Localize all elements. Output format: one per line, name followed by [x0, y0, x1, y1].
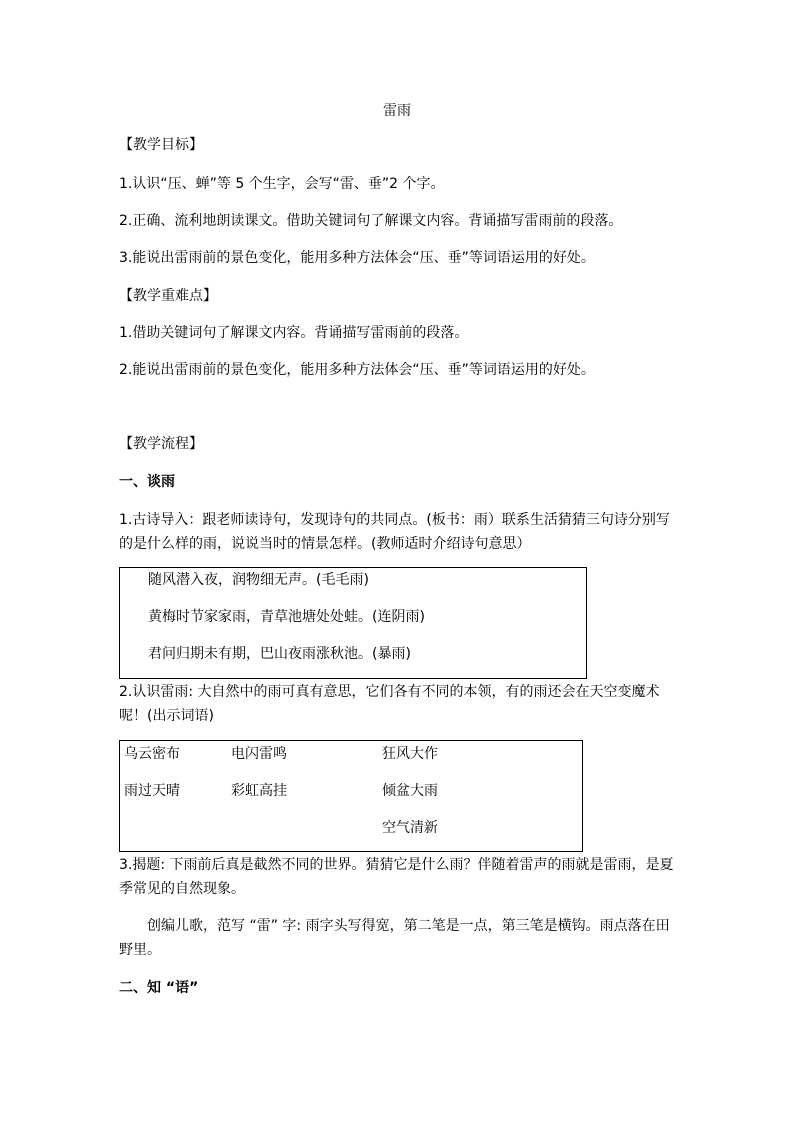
- poem-line-1: 随风潜入夜，润物细无声。(毛毛雨): [148, 572, 369, 588]
- key-point-1: 1.借助关键词句了解课文内容。背诵描写雷雨前的段落。: [119, 325, 469, 341]
- goals-heading: 【教学目标】: [119, 137, 203, 153]
- flow-heading: 【教学流程】: [119, 436, 203, 452]
- goal-1: 1.认识“压、蝉”等 5 个生字，会写“雷、垂”2 个字。: [119, 176, 445, 192]
- poem-line-3: 君问归期未有期，巴山夜雨涨秋池。(暴雨): [148, 646, 411, 662]
- part2-heading: 二、知 “语”: [119, 980, 199, 996]
- words-box: [119, 740, 583, 852]
- poem-line-2: 黄梅时节家家雨，青草池塘处处蛙。(连阴雨): [148, 609, 425, 625]
- key-points-heading: 【教学重难点】: [119, 288, 217, 304]
- word-cell: 空气清新: [382, 820, 438, 836]
- step2-paragraph: 2.认识雷雨: 大自然中的雨可真有意思，它们各有不同的本领，有的雨还会在天空变魔术呢！(出示词语): [119, 684, 660, 724]
- rhyme-paragraph: 创编儿歌，范写 “雷” 字: 雨字头写得宽，第二笔是一点，第三笔是横钩。雨点落在田野里。: [119, 918, 670, 958]
- document-title: 雷雨: [383, 103, 411, 119]
- word-cell: 彩虹高挂: [231, 783, 287, 799]
- word-cell: 乌云密布: [124, 746, 180, 762]
- step1-paragraph: 1.古诗导入：跟老师读诗句，发现诗句的共同点。(板书：雨）联系生活猜猜三句诗分别写的是什么样的雨，说说当时的情景怎样。(教师适时介绍诗句意思）: [119, 512, 670, 552]
- part1-heading: 一、谈雨: [119, 474, 175, 490]
- goal-3: 3.能说出雷雨前的景色变化，能用多种方法体会“压、垂”等词语运用的好处。: [119, 250, 595, 266]
- step3-paragraph: 3.揭题: 下雨前后真是截然不同的世界。猜猜它是什么雨？伴随着雷声的雨就是雷雨，是夏季常见的自然现象。: [119, 857, 674, 897]
- poems-box: [119, 567, 587, 679]
- goal-2: 2.正确、流利地朗读课文。借助关键词句了解课文内容。背诵描写雷雨前的段落。: [119, 213, 623, 229]
- word-cell: 雨过天晴: [124, 783, 180, 799]
- key-point-2: 2.能说出雷雨前的景色变化，能用多种方法体会“压、垂”等词语运用的好处。: [119, 362, 595, 378]
- word-cell: 电闪雷鸣: [231, 746, 287, 762]
- word-cell: 倾盆大雨: [382, 783, 438, 799]
- word-cell: 狂风大作: [382, 746, 438, 762]
